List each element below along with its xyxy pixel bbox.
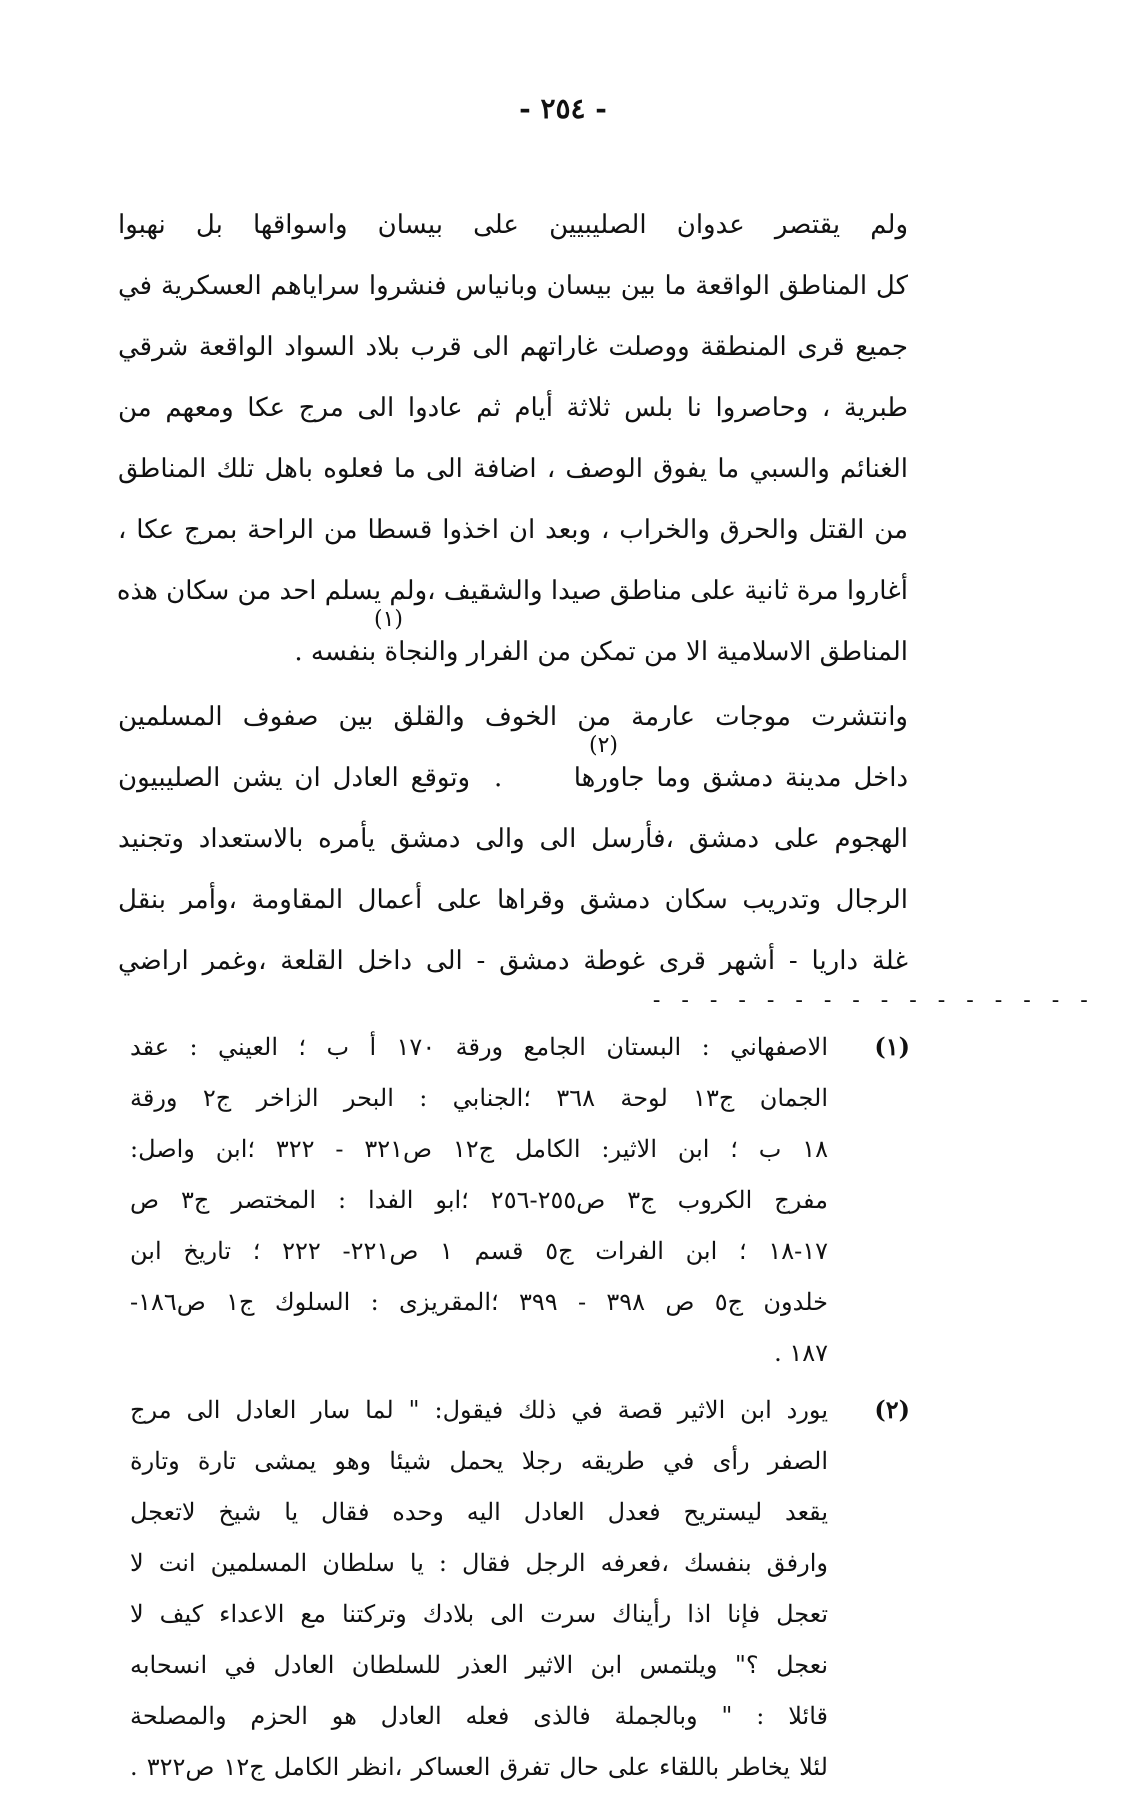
footnote-number: (٢) [874, 1395, 910, 1424]
footnote-2 [130, 1388, 910, 1796]
body-line: ولم يقتصر عدوان الصليبيين على بيسان واسواقها بل نهبوا [118, 210, 908, 240]
footnote-ref-1: (١) [373, 607, 403, 632]
period-mark: . [482, 763, 562, 793]
footnote-1 [130, 1025, 910, 1382]
footnote-line: الصفر رأى في طريقه رجلا يحمل شيئا وهو يمشى تارة وتارة [130, 1447, 829, 1475]
body-line: طبرية ، وحاصروا نا بلس ثلاثة أيام ثم عادوا الى مرج عكا ومعهم من [118, 393, 908, 423]
body-line [118, 607, 908, 688]
body-line: كل المناطق الواقعة ما بين بيسان وبانياس فنشروا سراياهم العسكرية في [118, 271, 908, 301]
footnote-line: يقعد ليستريح فعدل العادل اليه وحده فقال يا شيخ لاتعجل [130, 1498, 829, 1526]
footnote-line: الاصفهاني : البستان الجامع ورقة ١٧٠ أ ب ؛ العيني : عقد [130, 1033, 828, 1061]
body-line: الهجوم على دمشق ،فأرسل الى والى دمشق يأمره بالاستعداد وتجنيد [118, 824, 908, 854]
body-line: جميع قرى المنطقة ووصلت غاراتهم الى قرب بلاد السواد الواقعة شرقي [118, 332, 908, 362]
footnote-line: الجمان ج١٣ لوحة ٣٦٨ ؛الجنابي : البحر الزاخر ج٢ ورقة [130, 1084, 829, 1112]
footnote-line: خلدون ج٥ ص ٣٩٨ - ٣٩٩ ؛المقريزى : السلوك ج١ ص١٨٦- [130, 1288, 828, 1316]
body-line: أغاروا مرة ثانية على مناطق صيدا والشقيف ،ولم يسلم احد من سكان هذه [116, 576, 908, 606]
footnote-line: تعجل فإنا اذا رأيناك سرت الى بلادك وتركتنا مع الاعداء كيف لا [130, 1600, 828, 1628]
footnote-ref-2: (٢) [588, 733, 618, 758]
footnote-divider: - - - - - - - - - - - - - - - - [650, 988, 1092, 1013]
footnotes [130, 1025, 910, 1796]
footnote-line: مفرج الكروب ج٣ ص٢٥٥-٢٥٦ ؛ابو الفدا : المختصر ج٣ ص [130, 1186, 828, 1214]
body-line [118, 733, 909, 814]
period-mark: . [294, 637, 303, 667]
footnote-line: نعجل ؟" ويلتمس ابن الاثير العذر للسلطان العادل في انسحابه [130, 1651, 828, 1679]
page-number: - ٢٥٤ - [519, 92, 607, 125]
footnote-line: ١٨٧ . [774, 1339, 828, 1367]
footnote-line: ١٨ ب ؛ ابن الاثير: الكامل ج١٢ ص٣٢١ - ٣٢٢ ؛ابن واصل: [130, 1135, 828, 1163]
body-line-text: وتوقع العادل ان يشن الصليبيون [118, 763, 471, 793]
main-body-text [118, 200, 908, 997]
body-line: الرجال وتدريب سكان دمشق وقراها على أعمال المقاومة ،وأمر بنقل [118, 885, 908, 915]
body-line: وانتشرت موجات عارمة من الخوف والقلق بين صفوف المسلمين [118, 702, 908, 732]
body-line: غلة داريا - أشهر قرى غوطة دمشق - الى داخل القلعة ،وغمر اراضي [118, 946, 908, 976]
footnote-line: يورد ابن الاثير قصة في ذلك فيقول: " لما سار العادل الى مرج [130, 1396, 828, 1424]
footnote-line: وارفق بنفسك ،فعرفه الرجل فقال : يا سلطان المسلمين انت لا [130, 1549, 828, 1577]
body-line-text: داخل مدينة دمشق وما جاورها [573, 763, 909, 793]
footnote-number: (١) [874, 1032, 910, 1061]
body-line: من القتل والحرق والخراب ، وبعد ان اخذوا قسطا من الراحة بمرج عكا ، [118, 515, 908, 545]
footnote-line: ١٧-١٨ ؛ ابن الفرات ج٥ قسم ١ ص٢٢١- ٢٢٢ ؛ تاريخ ابن [130, 1237, 828, 1265]
footnote-line: لئلا يخاطر باللقاء على حال تفرق العساكر ،انظر الكامل ج١٢ ص٣٢٢ . [130, 1753, 828, 1781]
body-line-text: المناطق الاسلامية الا من تمكن من الفرار والنجاة بنفسه [310, 637, 908, 667]
footnote-line: قائلا : " وبالجملة فالذى فعله العادل هو الحزم والمصلحة [130, 1702, 828, 1730]
body-line: الغنائم والسبي ما يفوق الوصف ، اضافة الى ما فعلوه باهل تلك المناطق [118, 454, 908, 484]
